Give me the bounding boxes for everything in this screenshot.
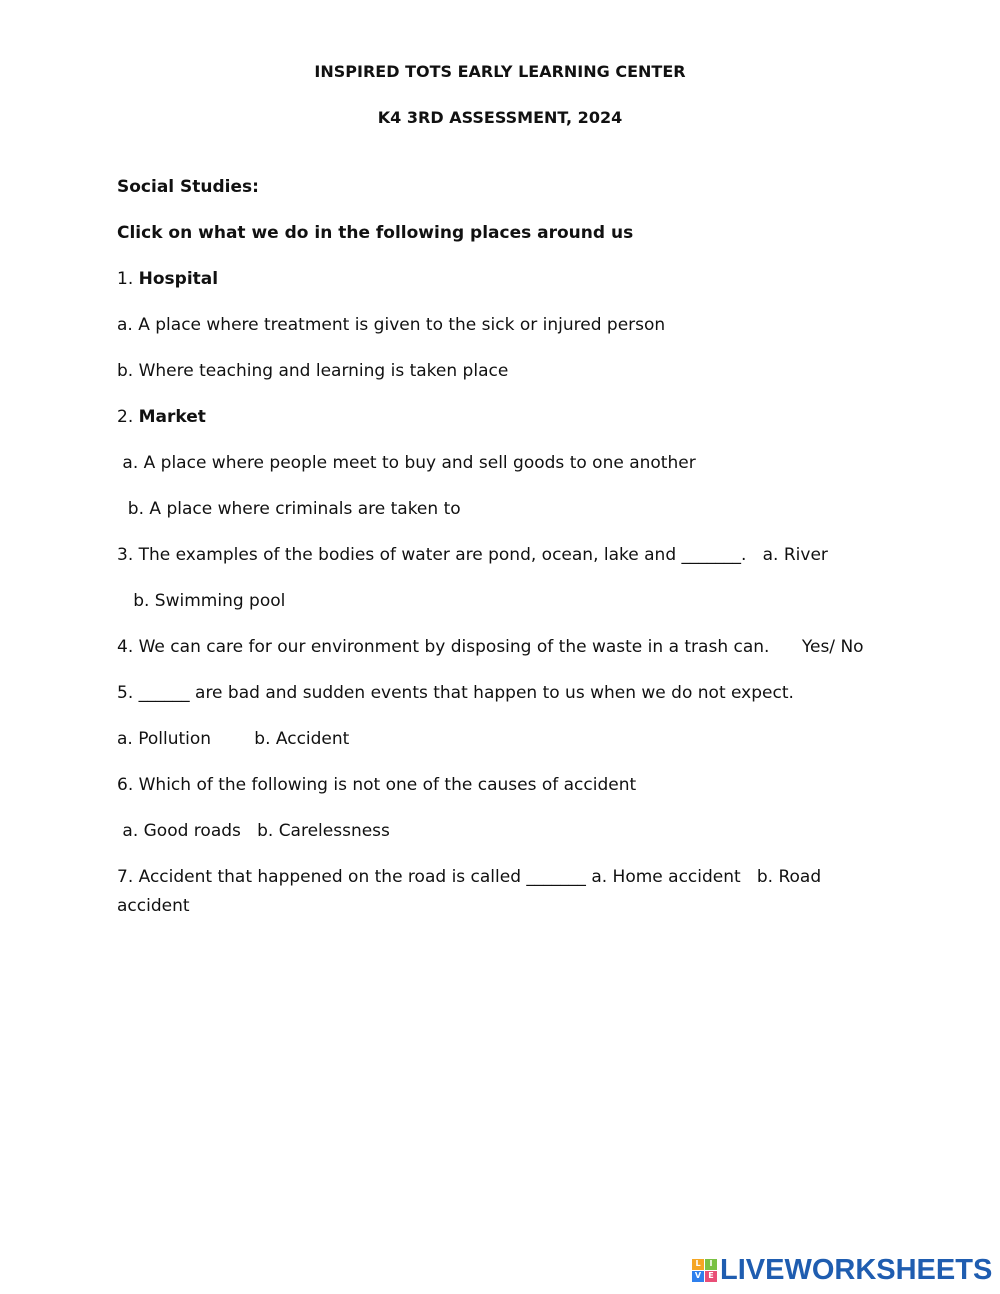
question-5-text: 5. ______ are bad and sudden events that happen to us when we do not expect. — [117, 683, 794, 703]
question-7-text-continued[interactable]: accident — [117, 896, 190, 916]
liveworksheets-logo-text: LIVEWORKSHEETS — [720, 1254, 993, 1286]
instruction-text: Click on what we do in the following places around us — [117, 223, 634, 243]
question-1-option-b[interactable]: b. Where teaching and learning is taken place — [117, 361, 509, 381]
question-2-heading — [117, 406, 206, 428]
question-1-heading — [117, 268, 218, 290]
logo-mark-letter: L — [692, 1259, 704, 1270]
logo-mark-letter: V — [692, 1271, 704, 1282]
question-1-title: Hospital — [138, 269, 219, 289]
school-name: INSPIRED TOTS EARLY LEARNING CENTER — [314, 62, 686, 81]
assessment-title: K4 3RD ASSESSMENT, 2024 — [377, 108, 623, 127]
question-2-title: Market — [138, 407, 206, 427]
question-6-options[interactable]: a. Good roads b. Carelessness — [117, 821, 390, 841]
question-3-option-b[interactable]: b. Swimming pool — [117, 591, 286, 611]
liveworksheets-logo — [692, 1254, 992, 1286]
question-1-number: 1. — [117, 269, 139, 289]
subject-heading: Social Studies: — [117, 177, 259, 197]
question-2-option-a[interactable]: a. A place where people meet to buy and sell goods to one another — [117, 453, 696, 473]
logo-mark-letter: I — [705, 1259, 717, 1270]
question-2-option-b[interactable]: b. A place where criminals are taken to — [117, 499, 461, 519]
question-2-number: 2. — [117, 407, 139, 427]
question-4-text[interactable]: 4. We can care for our environment by disposing of the waste in a trash can. Yes/ No — [117, 637, 864, 657]
question-7-text[interactable]: 7. Accident that happened on the road is called _______ a. Home accident b. Road — [117, 867, 822, 887]
question-1-option-a[interactable]: a. A place where treatment is given to the sick or injured person — [117, 315, 666, 335]
question-6-text: 6. Which of the following is not one of the causes of accident — [117, 775, 637, 795]
question-3-text[interactable]: 3. The examples of the bodies of water are pond, ocean, lake and _______. a. River — [117, 545, 828, 565]
logo-mark-letter: E — [705, 1271, 717, 1282]
liveworksheets-logo-icon — [692, 1259, 717, 1282]
question-5-options[interactable]: a. Pollution b. Accident — [117, 729, 350, 749]
